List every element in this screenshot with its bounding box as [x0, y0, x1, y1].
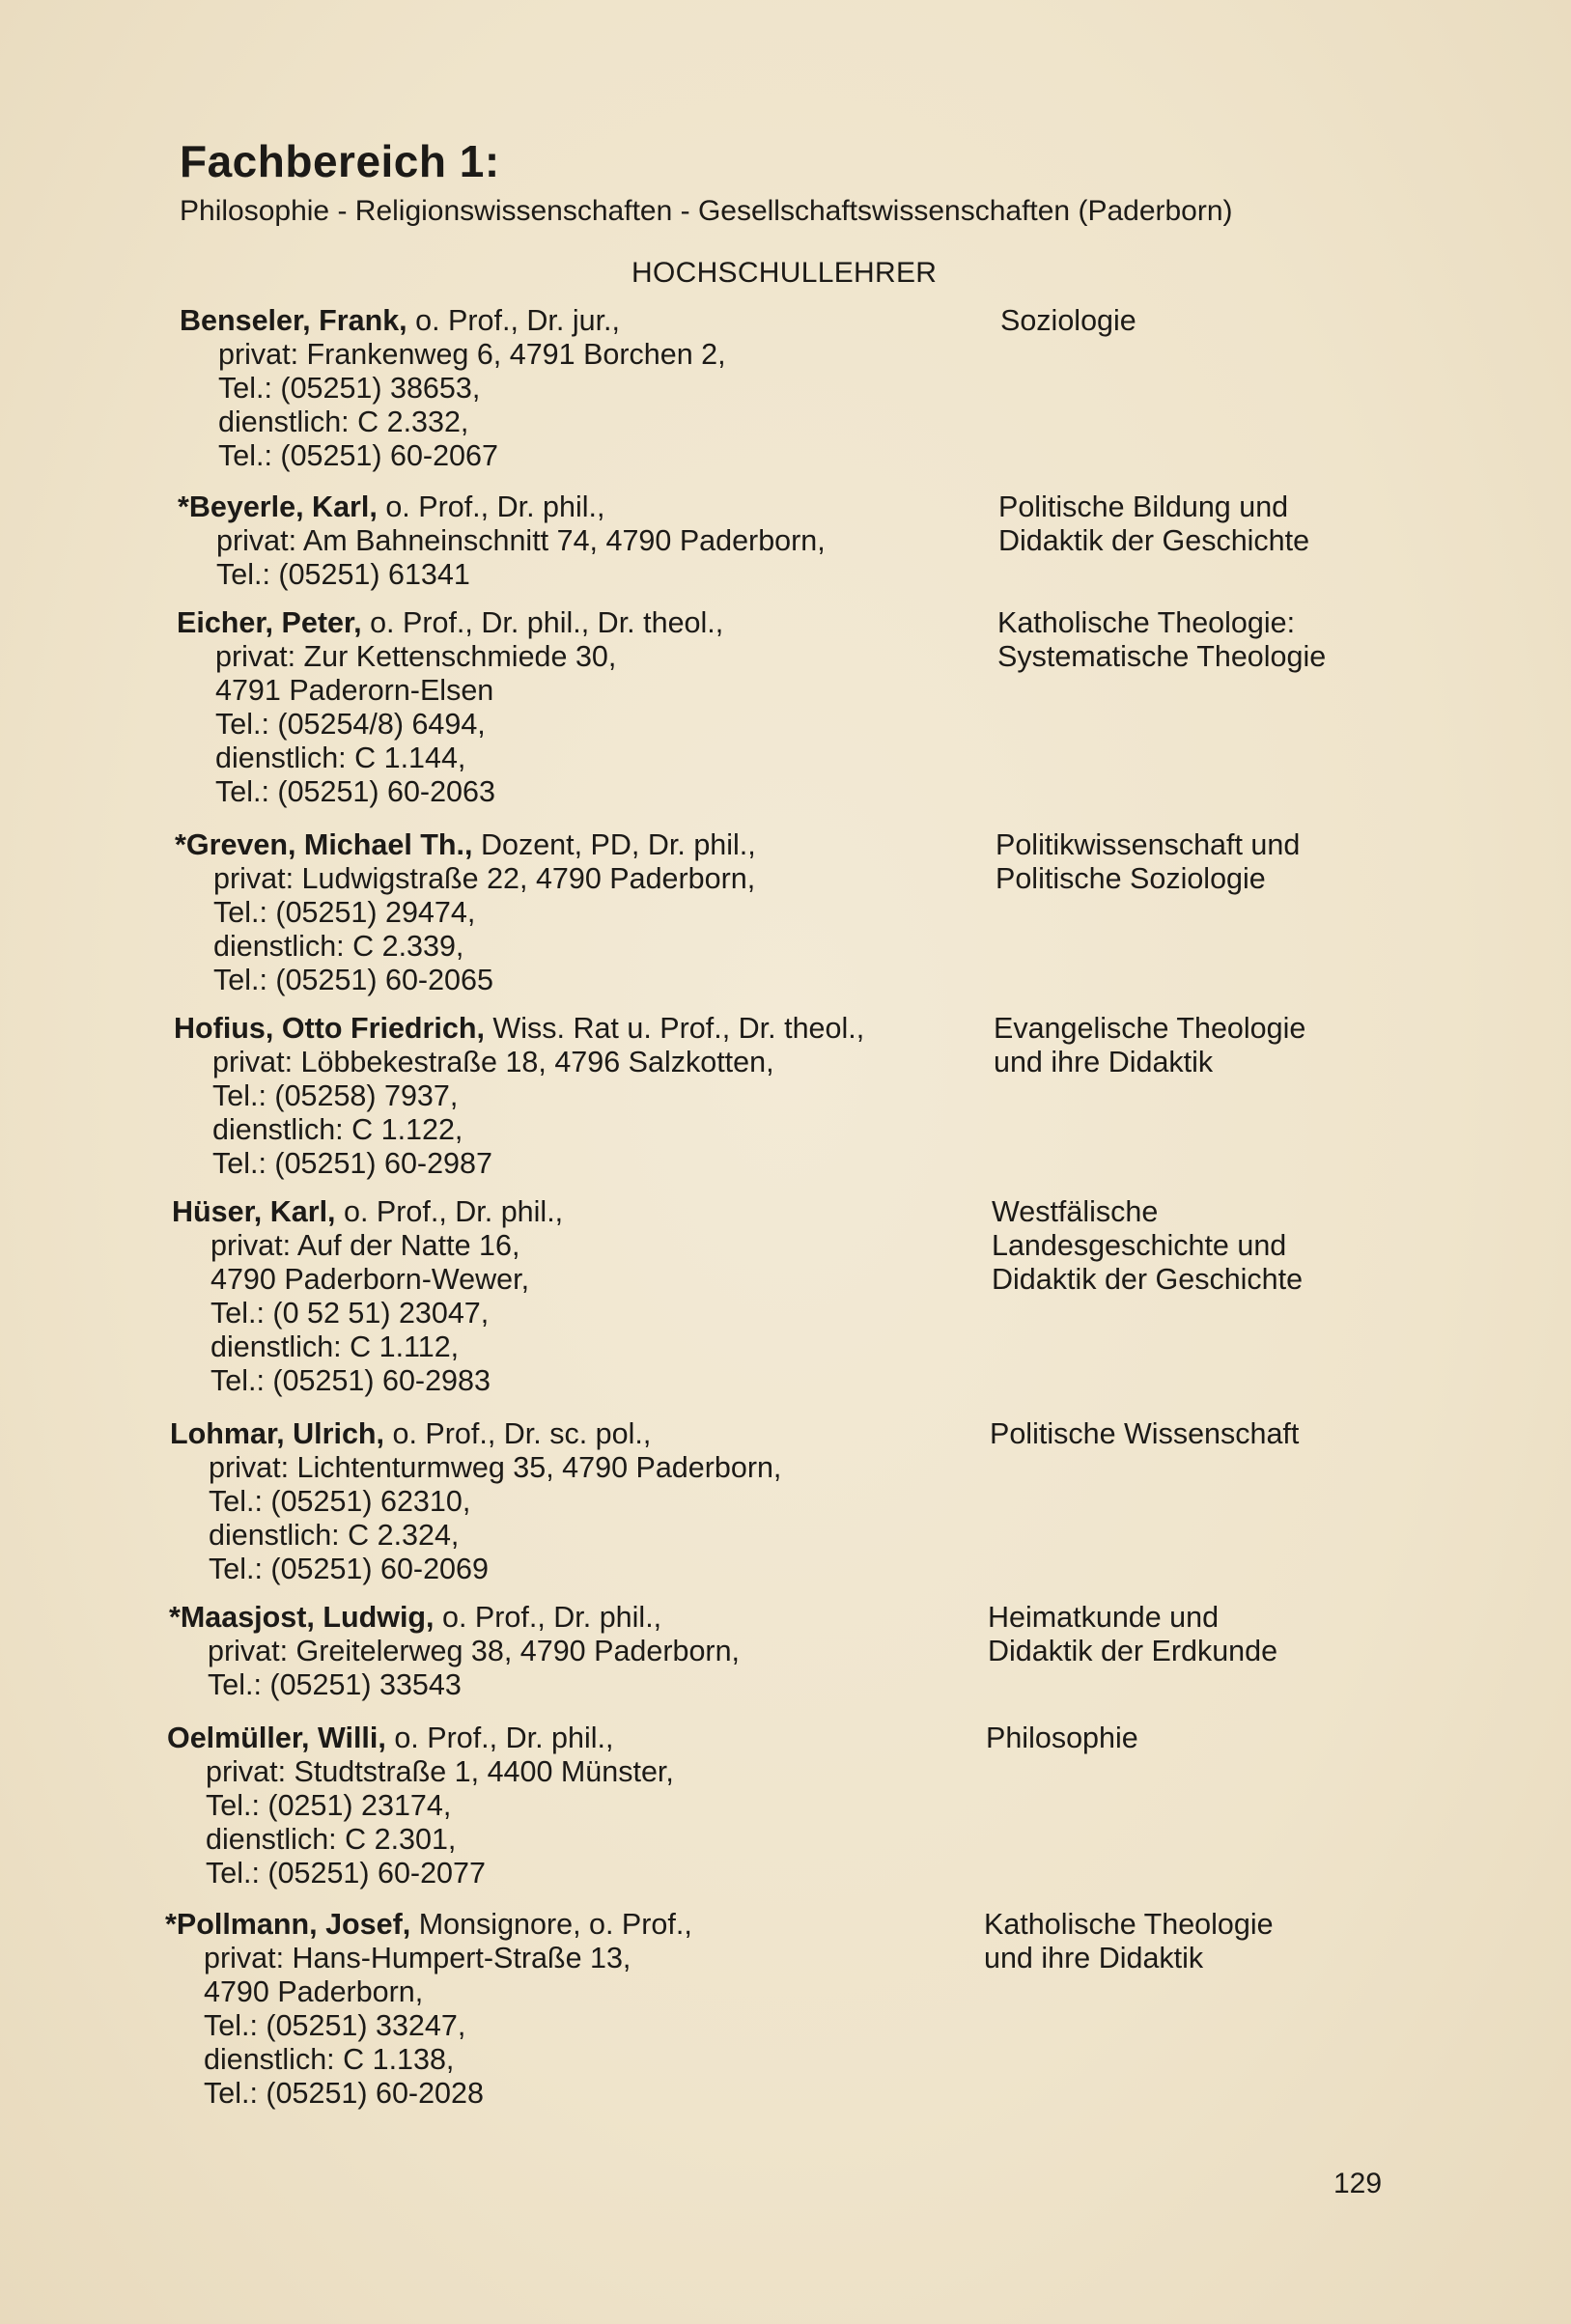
entry-name-line: [174, 1012, 864, 1046]
subject-line: Soziologie: [1000, 304, 1136, 337]
subject-area: [996, 828, 1300, 896]
contact-line: Tel.: (0 52 51) 23047,: [210, 1297, 490, 1330]
entry-name-line: [172, 1195, 563, 1229]
contact-line: Tel.: (05251) 33543: [208, 1668, 462, 1701]
person-name: Hofius, Otto Friedrich,: [174, 1012, 485, 1045]
subject-area: [988, 1601, 1277, 1668]
entry-name-line: [178, 490, 826, 524]
academic-title: o. Prof., Dr. phil.,: [335, 1195, 564, 1228]
academic-title: o. Prof., Dr. jur.,: [407, 304, 621, 337]
contact-line: privat: Greitelerweg 38, 4790 Paderborn,: [208, 1635, 741, 1667]
entry-details: [172, 1195, 563, 1398]
entry-name-line: [175, 828, 756, 862]
contact-line: dienstlich: C 1.122,: [212, 1113, 463, 1146]
entry-name-line: [165, 1908, 692, 1942]
contact-line: 4791 Paderorn-Elsen: [215, 674, 494, 707]
subject-area: [998, 490, 1309, 558]
contact-line: dienstlich: C 2.339,: [213, 930, 464, 963]
person-name: Benseler, Frank,: [180, 304, 407, 337]
subject-line: Westfälische: [992, 1195, 1159, 1228]
person-name: *Pollmann, Josef,: [165, 1908, 411, 1941]
subject-line: Katholische Theologie:: [997, 606, 1296, 639]
subject-line: Didaktik der Erdkunde: [988, 1635, 1278, 1667]
contact-line: Tel.: (05251) 60-2987: [212, 1147, 492, 1180]
contact-line: dienstlich: C 1.138,: [204, 2043, 455, 2076]
contact-line: privat: Frankenweg 6, 4791 Borchen 2,: [218, 338, 726, 371]
entry-name-line: [180, 304, 726, 338]
entry-details: [177, 606, 723, 809]
academic-title: o. Prof., Dr. phil., Dr. theol.,: [361, 606, 724, 639]
contact-line: Tel.: (05251) 60-2065: [213, 964, 493, 996]
entry-name-line: [170, 1417, 781, 1451]
academic-title: o. Prof., Dr. phil.,: [377, 490, 605, 523]
person-name: Lohmar, Ulrich,: [170, 1417, 385, 1450]
contact-line: Tel.: (05251) 33247,: [204, 2009, 466, 2042]
subject-line: Evangelische Theologie: [994, 1012, 1306, 1045]
subject-area: [992, 1195, 1303, 1297]
subject-line: Systematische Theologie: [997, 640, 1327, 673]
subject-line: Heimatkunde und: [988, 1601, 1220, 1634]
contact-line: privat: Lichtenturmweg 35, 4790 Paderborn,: [209, 1451, 782, 1484]
entry-details: [167, 1722, 674, 1890]
subject-line: Politikwissenschaft und: [996, 828, 1301, 861]
contact-line: Tel.: (05251) 29474,: [213, 896, 476, 929]
subject-line: und ihre Didaktik: [994, 1046, 1214, 1078]
contact-line: privat: Am Bahneinschnitt 74, 4790 Paderborn,: [216, 524, 826, 557]
contact-line: Tel.: (05251) 38653,: [218, 372, 481, 405]
subject-area: [984, 1908, 1274, 1975]
subject-line: Katholische Theologie: [984, 1908, 1274, 1941]
academic-title: o. Prof., Dr. phil.,: [385, 1722, 614, 1754]
contact-line: Tel.: (0251) 23174,: [206, 1789, 452, 1822]
subject-area: [997, 606, 1326, 674]
entry-name-line: [177, 606, 723, 640]
entry-details: [178, 490, 826, 592]
subject-line: Didaktik der Geschichte: [998, 524, 1310, 557]
contact-line: Tel.: (05251) 62310,: [209, 1485, 471, 1518]
subject-area: [994, 1012, 1305, 1079]
contact-line: 4790 Paderborn-Wewer,: [210, 1263, 530, 1296]
subject-area: [986, 1722, 1138, 1755]
entry-name-line: [169, 1601, 740, 1635]
contact-line: Tel.: (05251) 60-2077: [206, 1857, 486, 1890]
entry-name-line: [167, 1722, 674, 1755]
contact-line: 4790 Paderborn,: [204, 1975, 424, 2008]
contact-line: Tel.: (05251) 60-2069: [209, 1553, 489, 1585]
contact-line: Tel.: (05251) 60-2028: [204, 2077, 484, 2110]
subject-line: Politische Wissenschaft: [990, 1417, 1300, 1450]
contact-line: Tel.: (05258) 7937,: [212, 1079, 459, 1112]
contact-line: dienstlich: C 2.332,: [218, 406, 469, 438]
page-number: 129: [1333, 2168, 1383, 2199]
contact-line: privat: Studtstraße 1, 4400 Münster,: [206, 1755, 674, 1788]
person-name: Oelmüller, Willi,: [167, 1722, 386, 1754]
contact-line: privat: Hans-Humpert-Straße 13,: [204, 1942, 631, 1974]
subject-line: Philosophie: [986, 1722, 1138, 1754]
contact-line: dienstlich: C 1.144,: [215, 742, 466, 774]
contact-line: privat: Ludwigstraße 22, 4790 Paderborn,: [213, 862, 756, 895]
subject-area: [990, 1417, 1299, 1451]
academic-title: o. Prof., Dr. sc. pol.,: [384, 1417, 652, 1450]
academic-title: Dozent, PD, Dr. phil.,: [472, 828, 756, 861]
person-name: *Maasjost, Ludwig,: [169, 1601, 435, 1634]
contact-line: dienstlich: C 2.301,: [206, 1823, 457, 1856]
entry-details: [165, 1908, 692, 2111]
page-subtitle: Philosophie - Religionswissenschaften - Gesellschaftswissenschaften (Paderborn): [180, 195, 1233, 227]
entry-details: [170, 1417, 781, 1586]
person-name: *Beyerle, Karl,: [178, 490, 378, 523]
person-name: *Greven, Michael Th.,: [175, 828, 473, 861]
contact-line: Tel.: (05251) 60-2983: [210, 1364, 491, 1397]
contact-line: Tel.: (05251) 61341: [216, 558, 470, 591]
entry-details: [175, 828, 756, 997]
person-name: Eicher, Peter,: [177, 606, 362, 639]
section-heading: HOCHSCHULLEHRER: [631, 257, 938, 289]
entry-details: [174, 1012, 864, 1181]
contact-line: privat: Löbbekestraße 18, 4796 Salzkotten,: [212, 1046, 774, 1078]
contact-line: Tel.: (05251) 60-2067: [218, 439, 498, 472]
academic-title: Monsignore, o. Prof.,: [410, 1908, 692, 1941]
subject-line: und ihre Didaktik: [984, 1942, 1204, 1974]
subject-area: [1000, 304, 1136, 338]
contact-line: dienstlich: C 1.112,: [210, 1330, 460, 1363]
academic-title: Wiss. Rat u. Prof., Dr. theol.,: [484, 1012, 865, 1045]
entry-details: [180, 304, 726, 473]
academic-title: o. Prof., Dr. phil.,: [434, 1601, 662, 1634]
entry-details: [169, 1601, 740, 1702]
contact-line: Tel.: (05251) 60-2063: [215, 775, 495, 808]
subject-line: Didaktik der Geschichte: [992, 1263, 1304, 1296]
page-title: Fachbereich 1:: [180, 136, 500, 186]
contact-line: Tel.: (05254/8) 6494,: [215, 708, 486, 741]
contact-line: dienstlich: C 2.324,: [209, 1519, 460, 1552]
subject-line: Politische Bildung und: [998, 490, 1289, 523]
contact-line: privat: Auf der Natte 16,: [210, 1229, 520, 1262]
subject-line: Politische Soziologie: [996, 862, 1266, 895]
person-name: Hüser, Karl,: [172, 1195, 336, 1228]
contact-line: privat: Zur Kettenschmiede 30,: [215, 640, 617, 673]
subject-line: Landesgeschichte und: [992, 1229, 1287, 1262]
